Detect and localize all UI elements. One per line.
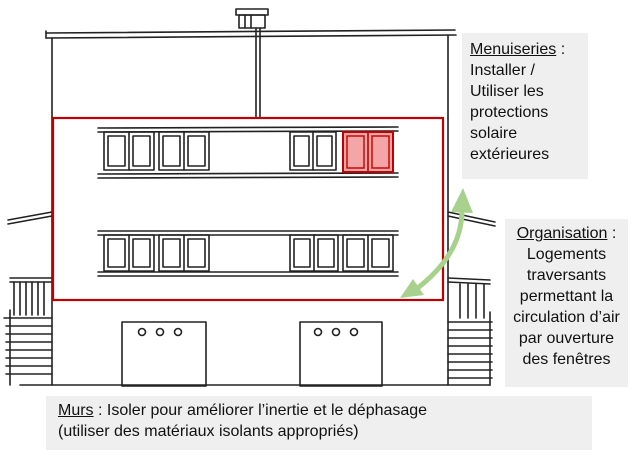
annotation-menuiseries-line: extérieures xyxy=(470,146,550,163)
annotation-menuiseries-heading: Menuiseries xyxy=(470,41,557,58)
stairs-left xyxy=(4,310,52,385)
annotation-murs-line1: Isoler pour améliorer l’inertie et le déphasage xyxy=(102,402,428,419)
lower-floor-slabs xyxy=(98,231,398,276)
chimney xyxy=(236,9,268,28)
side-balconies xyxy=(8,212,495,318)
annotation-menuiseries-line: Utiliser les xyxy=(470,83,544,100)
annotation-murs-line2: (utiliser des matériaux isolants appropriés) xyxy=(58,423,359,440)
annotation-organisation-line: Logements xyxy=(526,246,607,263)
garage-doors xyxy=(122,322,382,386)
annotation-organisation-heading: Organisation xyxy=(516,225,608,242)
annotation-organisation-line: traversants xyxy=(526,267,607,284)
annotation-menuiseries-sep: : xyxy=(556,41,566,58)
annotation-murs-sep: : xyxy=(93,402,103,419)
annotation-organisation-sep: : xyxy=(607,225,617,242)
annotation-murs-heading: Murs xyxy=(58,402,94,419)
roof xyxy=(46,28,456,118)
annotation-organisation xyxy=(505,219,628,387)
lower-windows xyxy=(104,235,393,271)
annotation-menuiseries-line: protections xyxy=(470,104,549,121)
annotation-organisation-line: par ouverture xyxy=(518,330,615,347)
annotation-menuiseries-line: solaire xyxy=(470,125,518,142)
annotation-organisation-line: circulation d’air xyxy=(513,309,620,326)
facade-walls xyxy=(20,118,490,385)
highlighted-window xyxy=(343,132,393,172)
annotation-organisation-line: des fenêtres xyxy=(522,351,611,368)
annotation-menuiseries-line: Installer / xyxy=(470,62,535,79)
stairs-right xyxy=(448,312,492,385)
annotation-menuiseries xyxy=(462,33,588,179)
cross-ventilation-arrow xyxy=(400,188,473,298)
upper-windows xyxy=(104,132,336,170)
annotation-murs xyxy=(46,396,592,450)
annotation-organisation-line: permettant la xyxy=(519,288,614,305)
